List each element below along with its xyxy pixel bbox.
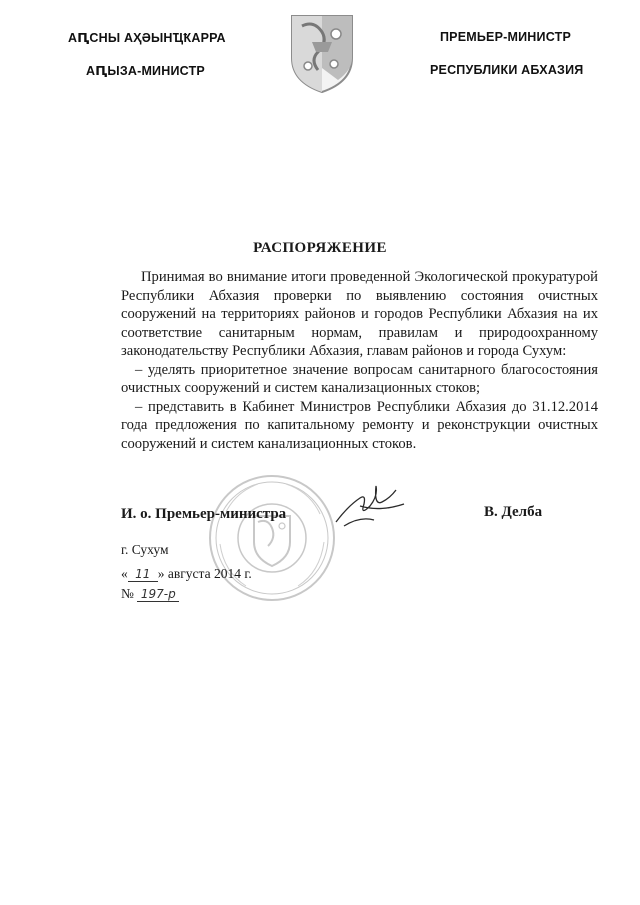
issue-date: [121, 566, 252, 582]
letterhead-russian-line2: РЕСПУБЛИКИ АБХАЗИЯ: [430, 63, 584, 77]
official-seal-stamp: [206, 472, 338, 604]
number-label: №: [121, 586, 134, 601]
letterhead-abkhaz-line2: АԤЫЗА-МИНИСТР: [86, 64, 205, 78]
letterhead-abkhaz-line1: АԤСНЫ АҲӘЫНҴҞАРРА: [68, 31, 226, 45]
date-day-handwritten: 11: [128, 567, 158, 582]
directive-item-1: – уделять приоритетное значение вопросам санитарного благосостояния очистных сооружений и систем канализационных стоков;: [121, 361, 598, 396]
document-number: [121, 586, 179, 602]
date-close-quote: »: [157, 566, 165, 581]
issue-place: г. Сухум: [121, 542, 169, 557]
letterhead-russian-line1: ПРЕМЬЕР-МИНИСТР: [440, 30, 571, 44]
number-value-handwritten: 197-р: [137, 587, 179, 602]
date-open-quote: «: [121, 566, 128, 581]
document-body: [121, 268, 598, 453]
handwritten-signature: [330, 476, 410, 536]
signatory-name: В. Делба: [484, 504, 543, 520]
intro-paragraph: Принимая во внимание итоги проведенной Экологической прокуратурой Республики Абхазия проверки по выявлению состояния очистных сооружений на территориях районов и городов Республики Абхазия на их соответствие санитарным нормам, правилам и природоохранному законодательству Республики Абхазия, главам районов и города Сухум:: [121, 269, 598, 359]
date-month-year: августа 2014 г.: [167, 566, 252, 581]
directive-item-2: – представить в Кабинет Министров Республики Абхазия до 31.12.2014 года предложения по капитальному ремонту и реконструкции очистных сооружений и систем канализационных стоков.: [121, 398, 598, 452]
document-title: РАСПОРЯЖЕНИЕ: [253, 240, 387, 256]
signatory-position: И. о. Премьер-министра: [121, 506, 287, 522]
coat-of-arms-emblem: [288, 12, 356, 94]
